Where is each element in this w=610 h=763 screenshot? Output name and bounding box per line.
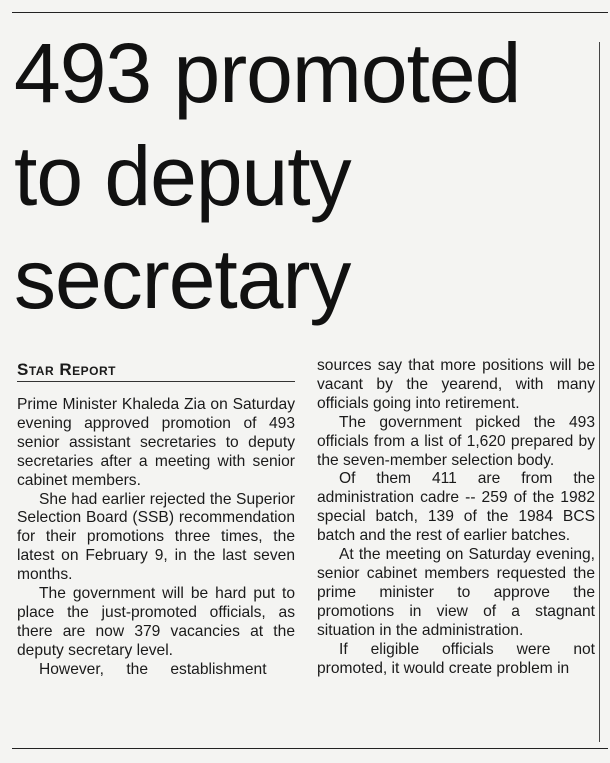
bottom-rule bbox=[12, 748, 608, 749]
column-rule bbox=[599, 42, 600, 742]
paragraph: She had earlier rejected the Superior Selection Board (SSB) recommendation for their promotions three times, the latest on February 9, in the last seven months. bbox=[17, 490, 295, 584]
paragraph: If eligible officials were not promoted, it would create problem in bbox=[317, 640, 595, 677]
paragraph: Of them 411 are from the administration cadre -- 259 of the 1982 special batch, 139 of the 1984 BCS batch and the rest of earlier batches. bbox=[317, 470, 595, 545]
paragraph: The government picked the 493 officials from a list of 1,620 prepared by the seven-member selection body. bbox=[317, 413, 595, 469]
paragraph: At the meeting on Saturday evening, senior cabinet members requested the prime minister to approve the promotions in view of a stagnant situation in the administration. bbox=[317, 546, 595, 639]
paragraph: However, the establishment bbox=[39, 660, 267, 678]
paragraph: The government will be hard put to place the just-promoted officials, as there are now 379 vacancies at the deputy secretary level. bbox=[17, 585, 295, 659]
left-column bbox=[17, 357, 295, 680]
byline bbox=[17, 357, 295, 382]
paragraph: sources say that more positions will be vacant by the yearend, with many officials going into retirement. bbox=[317, 357, 595, 412]
headline: 493 promoted to deputy secretary bbox=[14, 26, 521, 326]
paragraph: Prime Minister Khaleda Zia on Saturday evening approved promotion of 493 senior assistant secretaries to deputy secretaries after a meeting with senior cabinet members. bbox=[17, 396, 295, 489]
right-column bbox=[317, 357, 595, 678]
top-rule bbox=[12, 12, 608, 13]
byline-text: Star Report bbox=[17, 360, 116, 379]
